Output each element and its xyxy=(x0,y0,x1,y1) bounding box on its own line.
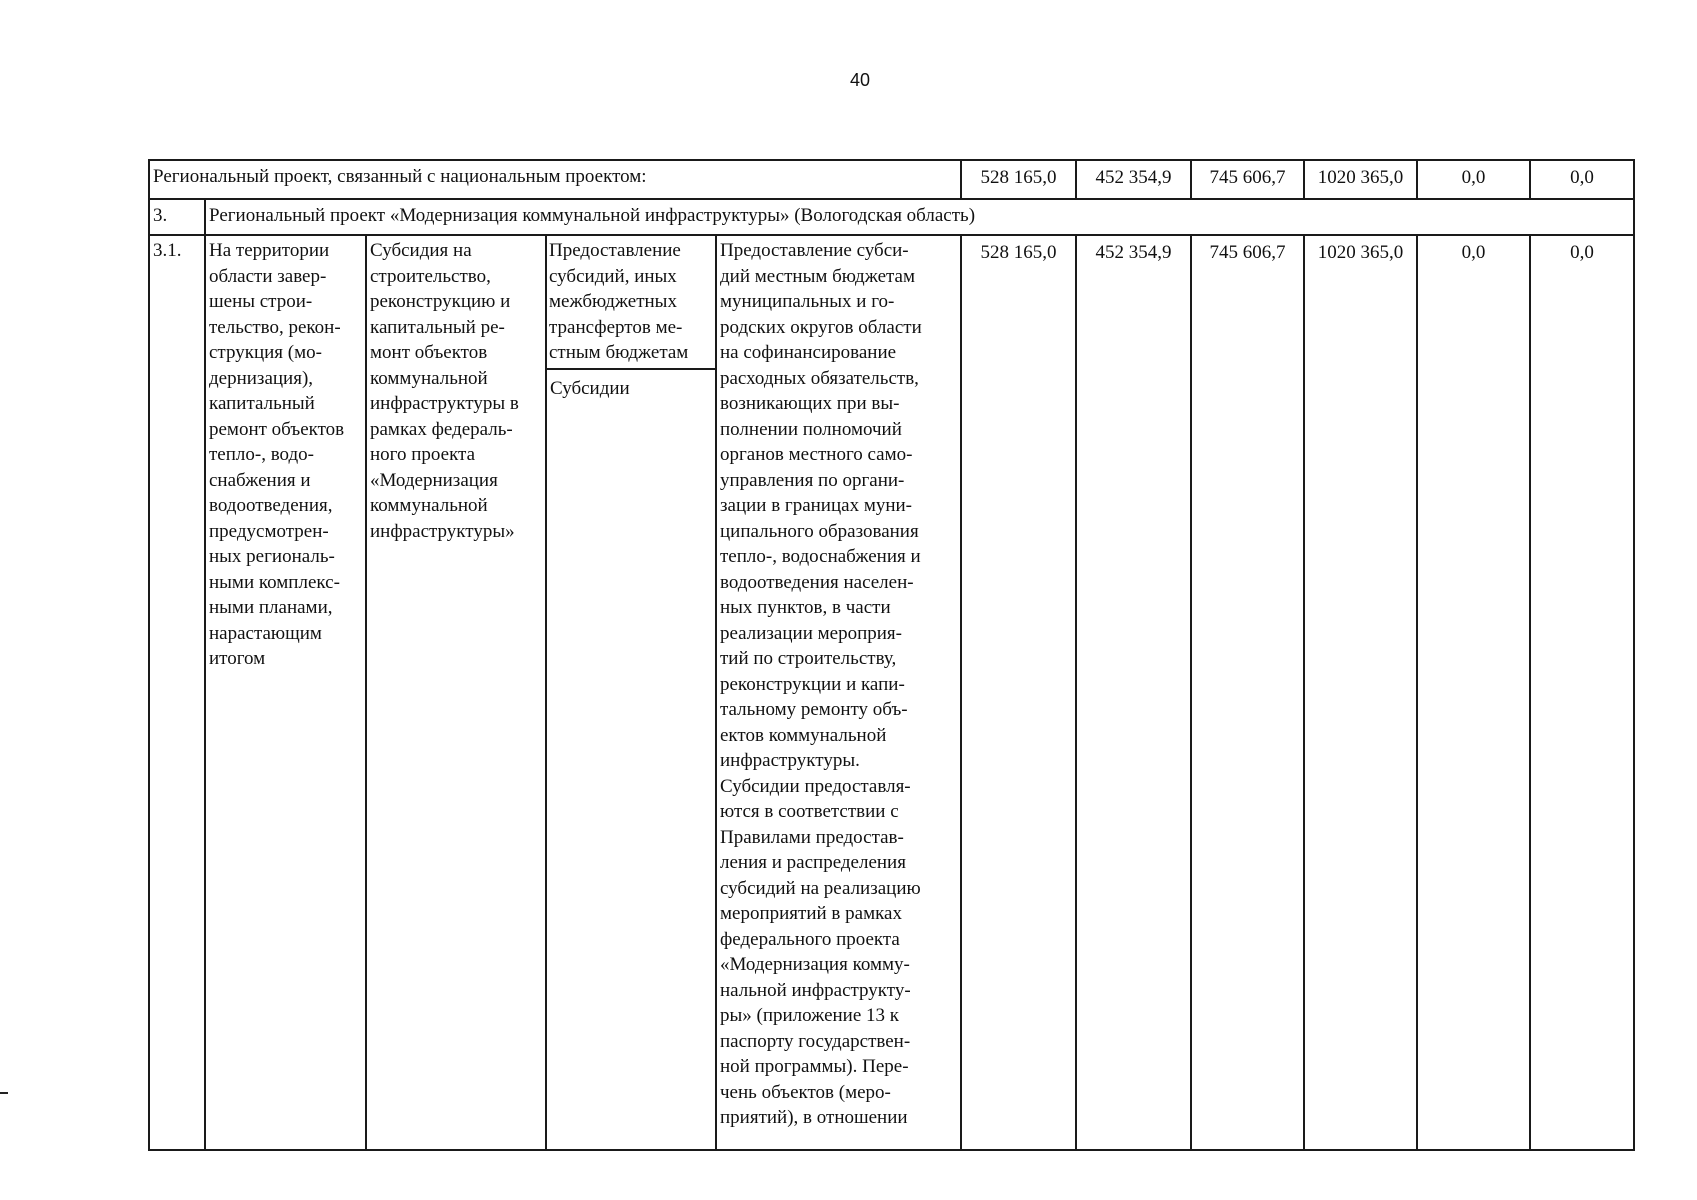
item-value-4: 1020 365,0 xyxy=(1304,235,1417,1150)
margin-mark xyxy=(0,1092,8,1094)
summary-value-2: 452 354,9 xyxy=(1076,160,1191,199)
item-type-main: Предоставление субсидий, иных межбюджетных трансфертов ме- стным бюджетам xyxy=(546,236,716,370)
section-title: Региональный проект «Модернизация коммунальной инфраструктуры» (Вологодская область) xyxy=(205,199,1634,235)
item-measure: Субсидия на строительство, реконструкцию и капитальный ре- монт объектов коммунальной инфраструктуры в рамках федераль- ного проекта «Модернизация коммунальной инфраструктуры» xyxy=(366,235,546,1150)
summary-row xyxy=(149,160,1634,199)
financing-table xyxy=(148,159,1635,1151)
item-type-sub: Субсидии xyxy=(550,377,630,399)
summary-value-3: 745 606,7 xyxy=(1191,160,1304,199)
page-number: 40 xyxy=(849,70,871,90)
item-result: На территории области завер- шены строи- тельство, рекон- струкция (мо- дернизация), капитальный ремонт объектов тепло-, водо- снабжения и водоотведения, предусмотрен- ных региональ- ными комплекс- ными планами, нарастающим итогом xyxy=(205,235,366,1150)
section-row xyxy=(149,199,1634,235)
item-value-2: 452 354,9 xyxy=(1076,235,1191,1150)
item-value-1: 528 165,0 xyxy=(961,235,1076,1150)
summary-value-5: 0,0 xyxy=(1417,160,1530,199)
item-number: 3.1. xyxy=(149,235,205,1150)
summary-label: Региональный проект, связанный с национальным проектом: xyxy=(149,160,961,199)
item-value-6: 0,0 xyxy=(1530,235,1634,1150)
section-number: 3. xyxy=(149,199,205,235)
item-value-5: 0,0 xyxy=(1417,235,1530,1150)
item-value-3: 745 606,7 xyxy=(1191,235,1304,1150)
summary-value-6: 0,0 xyxy=(1530,160,1634,199)
item-row xyxy=(149,235,1634,1150)
summary-value-4: 1020 365,0 xyxy=(1304,160,1417,199)
summary-value-1: 528 165,0 xyxy=(961,160,1076,199)
item-description: Предоставление субси- дий местным бюджетам муниципальных и го- родских округов области на софинансирование расходных обязательств, возникающих при вы- полнении полномочий органов местного само- управления по органи- зации в границах муни- ципального образования тепло-, водоснабжения и водоотведения населен- ных пунктов, в части реализации мероприя- тий по строительству, реконструкции и капи- тальному ремонту объ- ектов коммунальной инфраструктуры. Субсидии предоставля- ются в соответствии с Правилами предостав- ления и распределения субсидий на реализацию мероприятий в рамках федерального проекта «Модернизация комму- нальной инфраструкту- ры» (приложение 13 к паспорту государствен- ной программы). Пере- чень объектов (меро- приятий), в отношении xyxy=(716,235,961,1150)
item-type-cell xyxy=(546,235,716,1150)
